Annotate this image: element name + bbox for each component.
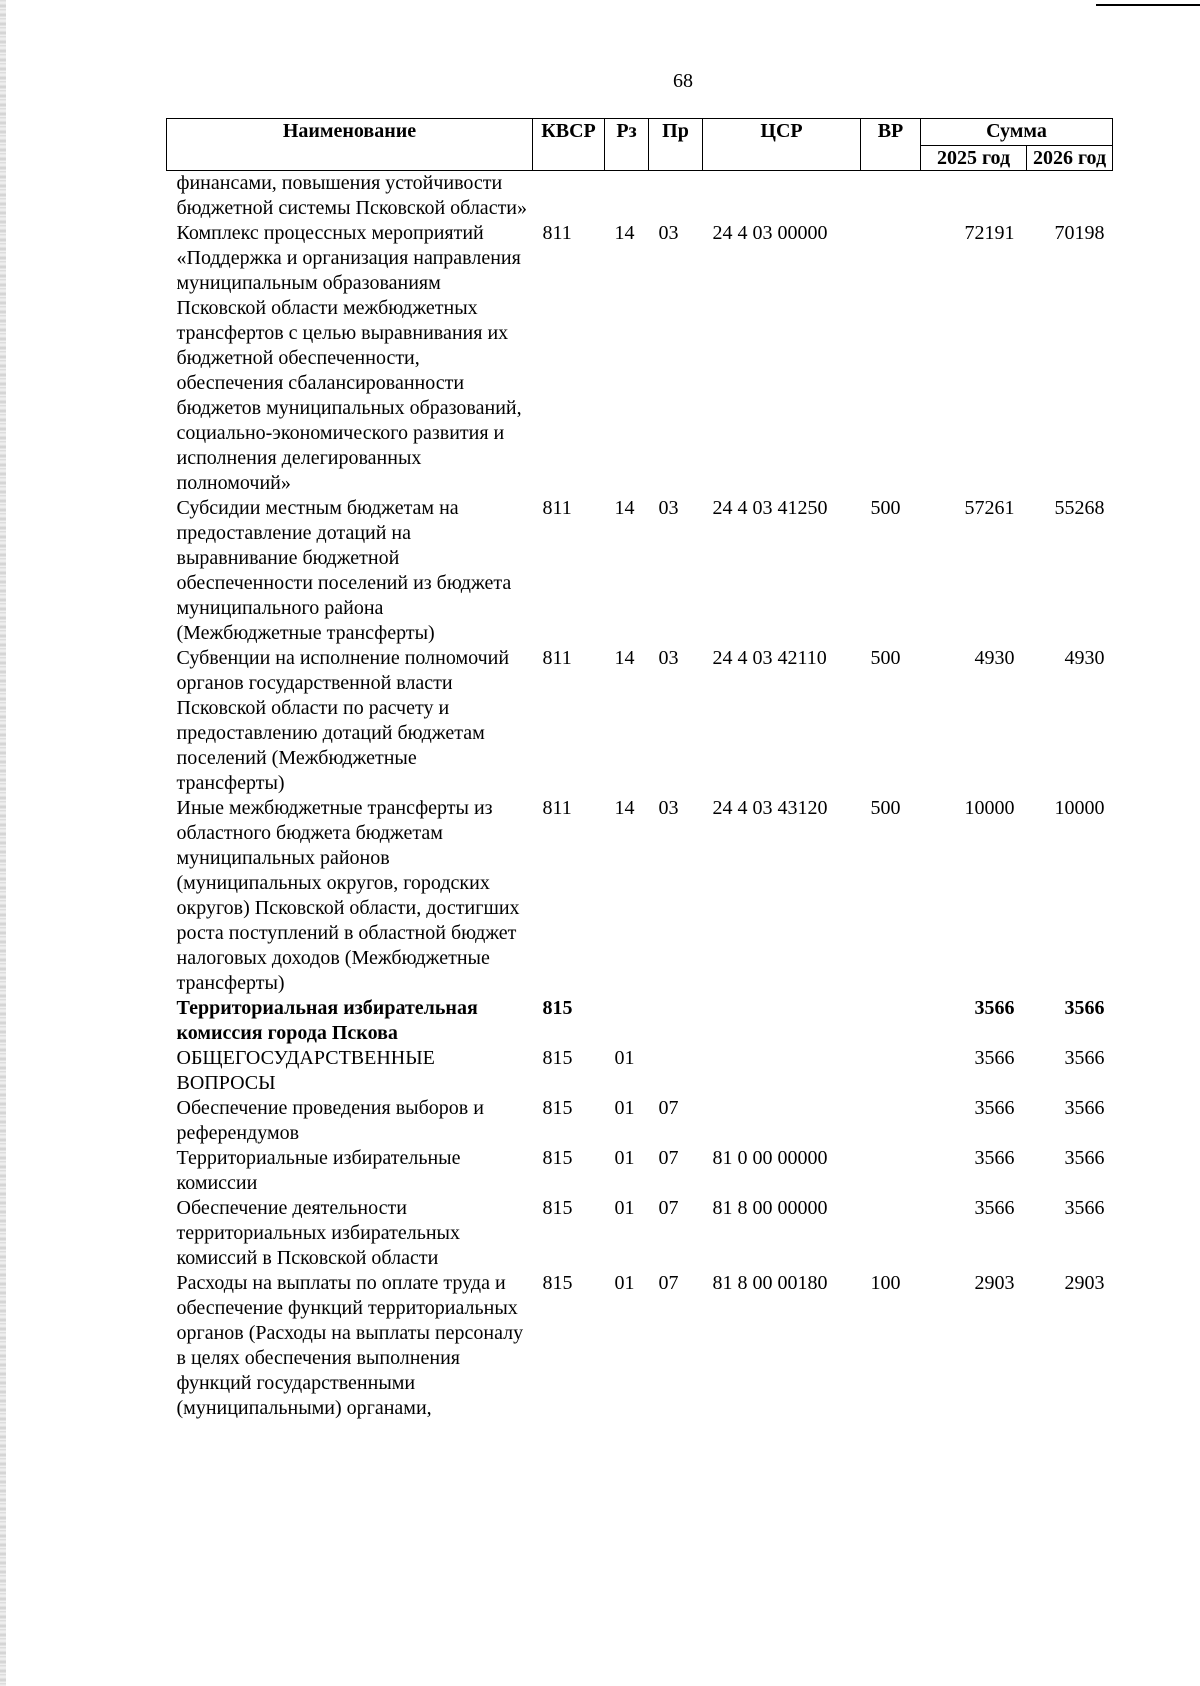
cell-name: Комплекс процессных мероприятий «Поддержка и организация направления муниципальным образованиям Псковской области межбюджетных трансфертов с целью выравнивания их бюджетной обеспеченности, обеспечения сбалансированности бюджетов муниципальных образований, социально-экономического развития и исполнения делегированных полномочий» xyxy=(176,222,522,494)
cell-rz: 01 xyxy=(614,1097,635,1119)
cell-vr: 100 xyxy=(870,1272,901,1294)
cell-csr: 24 4 03 43120 xyxy=(712,797,828,819)
cell-kvsr: 815 xyxy=(542,997,573,1019)
table-header xyxy=(167,119,1113,171)
cell-sum-2025: 3566 xyxy=(974,1047,1015,1069)
cell-name: Обеспечение деятельности территориальных избирательных комиссий в Псковской области xyxy=(176,1197,460,1269)
table-row xyxy=(167,646,1113,796)
table-row xyxy=(167,1271,1113,1421)
cell-sum-2026 xyxy=(1027,171,1113,222)
cell-sum-2026: 2903 xyxy=(1064,1272,1105,1294)
cell-sum-2026: 3566 xyxy=(1064,1097,1105,1119)
cell-csr: 24 4 03 00000 xyxy=(712,222,828,244)
cell-sum-2025: 72191 xyxy=(964,222,1015,244)
cell-sum-2026: 3566 xyxy=(1064,997,1105,1019)
header-rz: Рз xyxy=(605,119,649,171)
cell-pr xyxy=(649,996,703,1046)
cell-vr: 500 xyxy=(870,797,901,819)
table-row xyxy=(167,171,1113,222)
cell-csr: 81 8 00 00180 xyxy=(712,1272,828,1294)
cell-sum-2025: 3566 xyxy=(974,997,1015,1019)
cell-csr xyxy=(703,996,861,1046)
cell-sum-2026: 3566 xyxy=(1064,1047,1105,1069)
header-year-2025: 2025 год xyxy=(921,146,1027,171)
cell-pr: 07 xyxy=(658,1097,679,1119)
cell-csr: 24 4 03 41250 xyxy=(712,497,828,519)
cell-rz: 14 xyxy=(614,797,635,819)
cell-rz: 01 xyxy=(614,1272,635,1294)
cell-name: Территориальные избирательные комиссии xyxy=(176,1147,461,1194)
table-body xyxy=(167,171,1113,1422)
cell-vr xyxy=(861,1196,921,1271)
cell-csr: 81 8 00 00000 xyxy=(712,1197,828,1219)
cell-sum-2026: 4930 xyxy=(1064,647,1105,669)
cell-vr xyxy=(861,996,921,1046)
cell-vr: 500 xyxy=(870,647,901,669)
cell-name: Субсидии местным бюджетам на предоставление дотаций на выравнивание бюджетной обеспеченности поселений из бюджета муниципального района (Межбюджетные трансферты) xyxy=(176,497,512,644)
cell-vr xyxy=(861,171,921,222)
cell-rz: 14 xyxy=(614,647,635,669)
cell-kvsr: 811 xyxy=(542,222,572,244)
cell-pr xyxy=(649,1046,703,1096)
cell-kvsr: 815 xyxy=(542,1097,573,1119)
cell-vr xyxy=(861,221,921,496)
header-pr: Пр xyxy=(649,119,703,171)
cell-sum-2025: 3566 xyxy=(974,1097,1015,1119)
cell-rz xyxy=(605,171,649,222)
cell-rz: 01 xyxy=(614,1147,635,1169)
cell-name: Обеспечение проведения выборов и референдумов xyxy=(176,1097,484,1144)
cell-csr: 24 4 03 42110 xyxy=(712,647,827,669)
cell-pr: 07 xyxy=(658,1272,679,1294)
cell-pr: 07 xyxy=(658,1147,679,1169)
cell-sum-2025 xyxy=(921,171,1027,222)
header-vr: ВР xyxy=(861,119,921,171)
cell-name: ОБЩЕГОСУДАРСТВЕННЫЕ ВОПРОСЫ xyxy=(176,1047,435,1094)
cell-sum-2025: 3566 xyxy=(974,1197,1015,1219)
cell-kvsr: 815 xyxy=(542,1197,573,1219)
header-sum: Сумма xyxy=(921,119,1113,146)
cell-kvsr: 811 xyxy=(542,797,572,819)
cell-sum-2025: 57261 xyxy=(964,497,1015,519)
cell-sum-2025: 4930 xyxy=(974,647,1015,669)
cell-name: финансами, повышения устойчивости бюджетной системы Псковской области» xyxy=(176,172,528,219)
cell-sum-2026: 70198 xyxy=(1054,222,1105,244)
cell-sum-2025: 10000 xyxy=(964,797,1015,819)
table-row xyxy=(167,1146,1113,1196)
table-row xyxy=(167,796,1113,996)
cell-rz: 01 xyxy=(614,1047,635,1069)
table-row xyxy=(167,1046,1113,1096)
cell-name: Субвенции на исполнение полномочий органов государственной власти Псковской области по расчету и предоставлению дотаций бюджетам поселений (Межбюджетные трансферты) xyxy=(176,647,510,794)
cell-sum-2025: 3566 xyxy=(974,1147,1015,1169)
cell-csr xyxy=(703,1096,861,1146)
cell-vr: 500 xyxy=(870,497,901,519)
cell-sum-2026: 3566 xyxy=(1064,1197,1105,1219)
top-rule xyxy=(1096,4,1200,6)
budget-table xyxy=(166,118,1113,1421)
header-kvsr: КВСР xyxy=(533,119,605,171)
cell-pr xyxy=(649,171,703,222)
table-row xyxy=(167,1096,1113,1146)
cell-sum-2026: 3566 xyxy=(1064,1147,1105,1169)
cell-pr: 07 xyxy=(658,1197,679,1219)
header-csr: ЦСР xyxy=(703,119,861,171)
cell-kvsr xyxy=(533,171,605,222)
cell-rz xyxy=(605,996,649,1046)
cell-pr: 03 xyxy=(658,222,679,244)
cell-csr xyxy=(703,171,861,222)
header-year-2026: 2026 год xyxy=(1027,146,1113,171)
cell-kvsr: 815 xyxy=(542,1147,573,1169)
cell-vr xyxy=(861,1096,921,1146)
table-row xyxy=(167,996,1113,1046)
cell-kvsr: 815 xyxy=(542,1047,573,1069)
cell-name: Территориальная избирательная комиссия города Пскова xyxy=(176,997,478,1044)
header-name: Наименование xyxy=(167,119,533,171)
cell-rz: 01 xyxy=(614,1197,635,1219)
cell-sum-2025: 2903 xyxy=(974,1272,1015,1294)
cell-kvsr: 811 xyxy=(542,647,572,669)
cell-csr xyxy=(703,1046,861,1096)
cell-kvsr: 811 xyxy=(542,497,572,519)
table-row xyxy=(167,496,1113,646)
page-number: 68 xyxy=(673,70,693,92)
cell-pr: 03 xyxy=(658,497,679,519)
cell-rz: 14 xyxy=(614,497,635,519)
table-row xyxy=(167,1196,1113,1271)
cell-rz: 14 xyxy=(614,222,635,244)
cell-name: Расходы на выплаты по оплате труда и обеспечение функций территориальных органов (Расходы на выплаты персоналу в целях обеспечения выполнения функций государственными (муниципальными) органами, xyxy=(176,1272,524,1419)
cell-vr xyxy=(861,1046,921,1096)
cell-pr: 03 xyxy=(658,647,679,669)
scan-edge xyxy=(0,0,6,1686)
cell-vr xyxy=(861,1146,921,1196)
cell-name: Иные межбюджетные трансферты из областного бюджета бюджетам муниципальных районов (муниципальных округов, городских округов) Псковской области, достигших роста поступлений в областной бюджет налоговых доходов (Межбюджетные трансферты) xyxy=(176,797,520,994)
cell-pr: 03 xyxy=(658,797,679,819)
cell-kvsr: 815 xyxy=(542,1272,573,1294)
cell-sum-2026: 10000 xyxy=(1054,797,1105,819)
table-row xyxy=(167,221,1113,496)
cell-sum-2026: 55268 xyxy=(1054,497,1105,519)
cell-csr: 81 0 00 00000 xyxy=(712,1147,828,1169)
